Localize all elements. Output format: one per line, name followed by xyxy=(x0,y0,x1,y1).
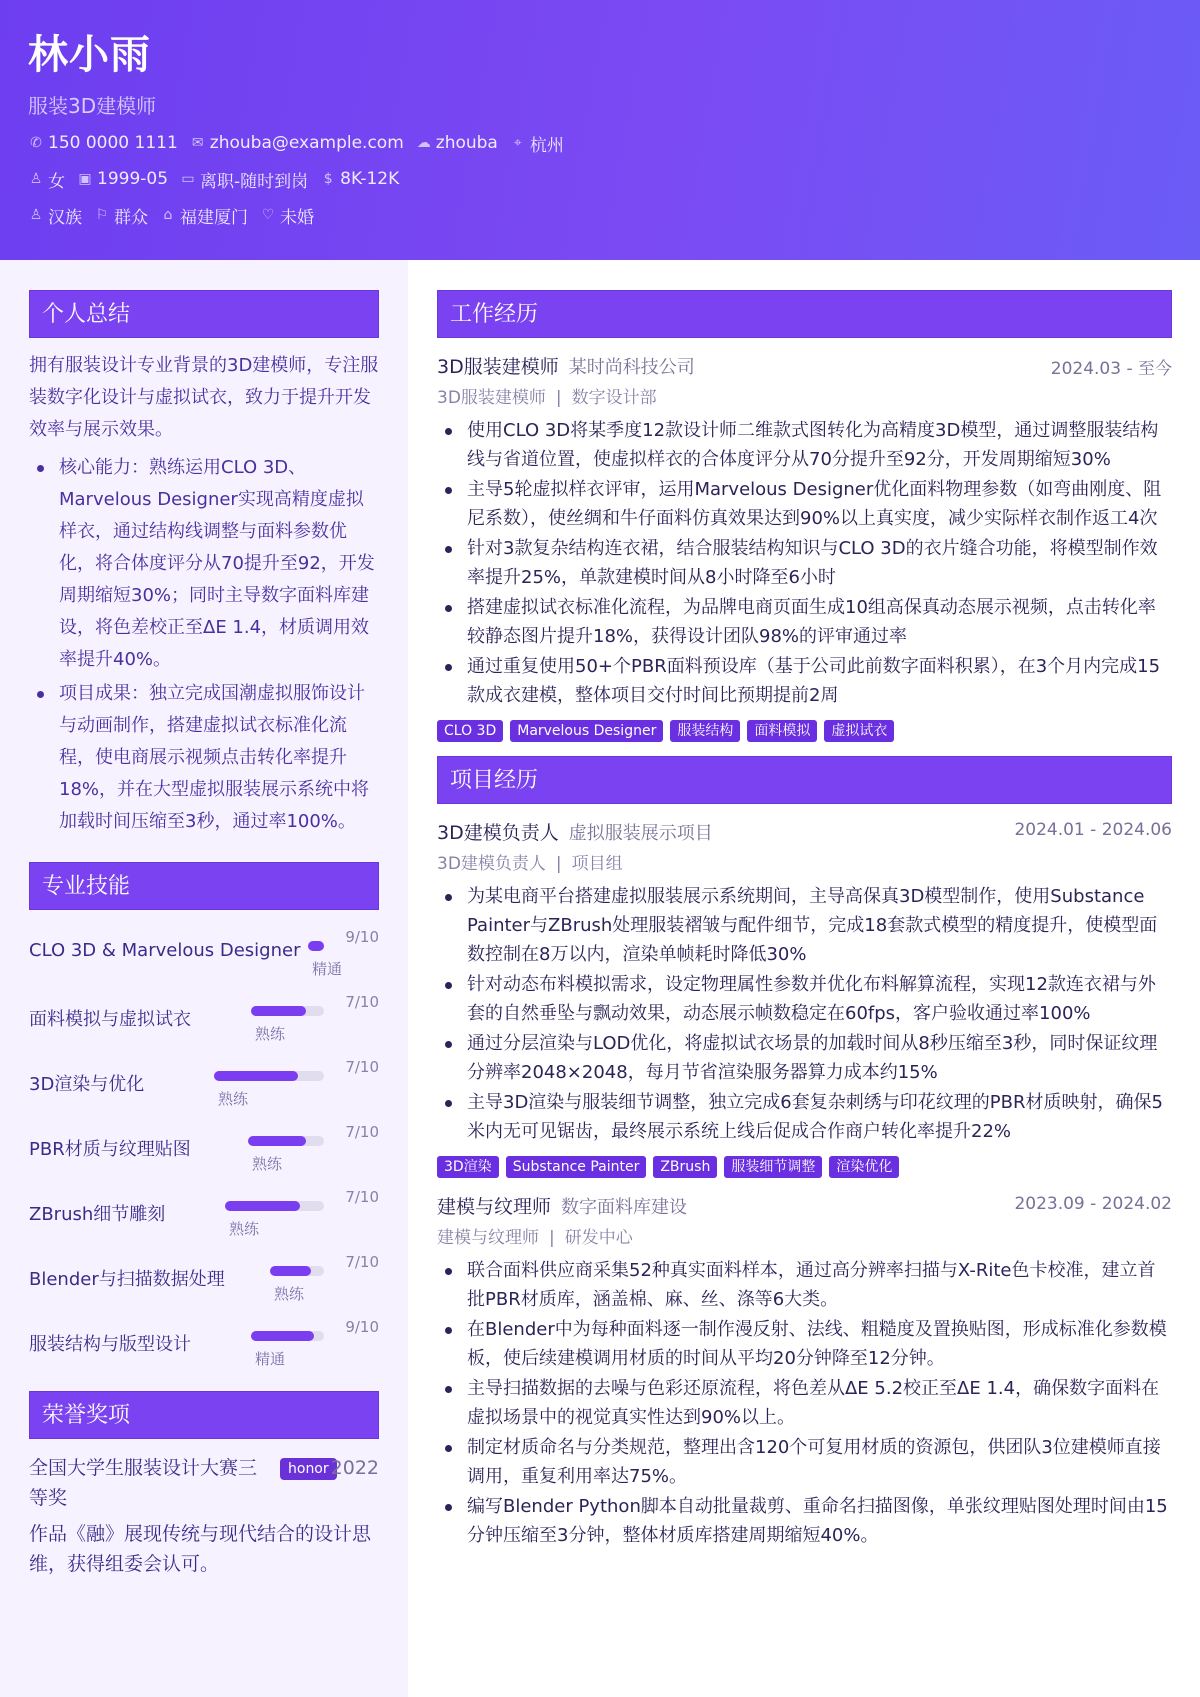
meta-text: 群众 xyxy=(114,207,148,228)
entry-header xyxy=(437,818,1172,848)
skill-name: ZBrush细节雕刻 xyxy=(29,1204,166,1225)
skill-tag: Substance Painter xyxy=(506,1156,647,1178)
separator: | xyxy=(549,1228,555,1248)
entry-subline xyxy=(437,850,1172,878)
skill-row xyxy=(29,1058,379,1123)
summary-bullets xyxy=(29,452,379,838)
contact-row xyxy=(28,130,1172,156)
skill-name: 服装结构与版型设计 xyxy=(29,1334,191,1355)
meta-text: 未婚 xyxy=(280,207,314,228)
meta-item xyxy=(28,203,82,228)
header xyxy=(0,0,1200,260)
skill-bar xyxy=(225,1201,324,1211)
entry-bullets xyxy=(437,882,1172,1146)
heart-icon: ♡ xyxy=(261,207,275,223)
phone-icon: ✆ xyxy=(30,135,42,151)
skill-level: 熟练 xyxy=(273,1285,304,1303)
skill-row xyxy=(29,993,379,1058)
skill-bar-fill xyxy=(214,1071,298,1081)
entry-bullet: 通过重复使用50+个PBR面料预设库（基于公司此前数字面料积累），在3个月内完成15款成衣建模，整体项目交付时间比预期提前2周 xyxy=(437,652,1172,710)
skill-bar xyxy=(214,1071,324,1081)
skills-list xyxy=(29,928,379,1383)
skills-heading: 专业技能 xyxy=(29,862,379,910)
skill-row xyxy=(29,1253,379,1318)
entry-role: 建模与纹理师 xyxy=(437,1196,552,1218)
skill-tag: Marvelous Designer xyxy=(510,720,663,742)
right-column xyxy=(437,290,1172,1551)
entry-bullet: 主导扫描数据的去噪与色彩还原流程，将色差从ΔE 5.2校正至ΔE 1.4，确保数字面料在虚拟场景中的视觉真实性达到90%以上。 xyxy=(437,1374,1172,1432)
skill-level: 精通 xyxy=(254,1350,285,1368)
summary-text: 拥有服装设计专业背景的3D建模师，专注服装数字化设计与虚拟试衣，致力于提升开发效率与展示效果。 xyxy=(29,355,379,440)
meta-text: 1999-05 xyxy=(97,169,169,189)
skill-level: 熟练 xyxy=(254,1025,285,1043)
skill-tag: 3D渲染 xyxy=(437,1156,499,1178)
entry-bullet: 主导5轮虚拟样衣评审，运用Marvelous Designer优化面料物理参数（如弯曲刚度、阻尼系数），使丝绸和牛仔面料仿真效果达到90%以上真实度，减少实际样衣制作返工4次 xyxy=(437,475,1172,533)
honor-badge: honor xyxy=(280,1458,337,1480)
skill-tag: 服装细节调整 xyxy=(724,1156,822,1178)
summary-heading: 个人总结 xyxy=(29,290,379,338)
meta-text: 福建厦门 xyxy=(180,207,248,228)
skill-tag: 服装结构 xyxy=(670,720,740,742)
skill-level: 精通 xyxy=(311,960,342,978)
meta-text: 离职-随时到岗 xyxy=(200,171,309,192)
wechat-icon: ☁ xyxy=(416,135,431,151)
meta-item xyxy=(510,131,564,156)
skill-bar-fill xyxy=(308,941,324,951)
skill-level: 熟练 xyxy=(228,1220,259,1238)
ethnicity-icon: ♙ xyxy=(29,207,43,223)
skill-row xyxy=(29,1318,379,1383)
entry-bullet: 通过分层渲染与LOD优化，将虚拟试衣场景的加载时间从8秒压缩至3秒，同时保证纹理分辨率2048×2048，每月节省渲染服务器算力成本约15% xyxy=(437,1029,1172,1087)
job-title: 服装3D建模师 xyxy=(28,94,157,118)
entry-department: 项目组 xyxy=(571,854,623,874)
flag-icon: ⚐ xyxy=(95,207,109,223)
honors-heading: 荣誉奖项 xyxy=(29,1391,379,1439)
entry-subline xyxy=(437,384,1172,412)
skill-score: 7/10 xyxy=(345,1123,379,1141)
meta-item xyxy=(190,133,404,153)
skill-score: 7/10 xyxy=(345,1253,379,1271)
skill-level: 熟练 xyxy=(217,1090,248,1108)
skill-name: PBR材质与纹理贴图 xyxy=(29,1139,191,1160)
separator: | xyxy=(555,388,562,408)
gender-icon: ♙ xyxy=(29,171,43,187)
skill-score: 9/10 xyxy=(345,1318,379,1336)
meta-text: zhouba@example.com xyxy=(209,133,404,153)
entry-bullet: 针对3款复杂结构连衣裙，结合服装结构知识与CLO 3D的衣片缝合功能，将模型制作效率提升25%，单款建模时间从8小时降至6小时 xyxy=(437,534,1172,592)
work-entries xyxy=(437,352,1172,742)
meta-item xyxy=(77,169,168,189)
skill-score: 9/10 xyxy=(345,928,379,946)
skill-level: 熟练 xyxy=(251,1155,282,1173)
meta-item xyxy=(180,167,308,192)
skill-tag: CLO 3D xyxy=(437,720,503,742)
skill-bar-fill xyxy=(248,1136,306,1146)
work-heading: 工作经历 xyxy=(437,290,1172,338)
project-entries xyxy=(437,818,1172,1550)
skill-tag: ZBrush xyxy=(653,1156,717,1178)
personal-info-row xyxy=(28,166,1172,192)
salary-icon: $ xyxy=(323,171,333,187)
skill-tag: 渲染优化 xyxy=(829,1156,899,1178)
calendar-icon: ▣ xyxy=(78,171,92,187)
skill-bar xyxy=(308,941,324,951)
entry-bullet: 使用CLO 3D将某季度12款设计师二维款式图转化为高精度3D模型，通过调整服装结构线与省道位置，使虚拟样衣的合体度评分从70分提升至92分，开发周期缩短30% xyxy=(437,416,1172,474)
location-icon: ⌖ xyxy=(513,135,522,151)
summary-bullet: 核心能力：熟练运用CLO 3D、Marvelous Designer实现高精度虚拟样衣，通过结构线调整与面料参数优化，将合体度评分从70提升至92，开发周期缩短30%；同时主导数字面料库建设，将色差校正至ΔE 1.4，材质调用效率提升40%。 xyxy=(29,452,379,676)
skill-bar-fill xyxy=(251,1331,314,1341)
entry-header xyxy=(437,1192,1172,1222)
skill-bar-fill xyxy=(251,1006,306,1016)
tag-list xyxy=(437,720,1172,742)
entry-bullets xyxy=(437,416,1172,710)
meta-item xyxy=(320,169,399,189)
briefcase-icon: ▭ xyxy=(181,171,195,187)
separator: | xyxy=(555,854,562,874)
skill-tag: 面料模拟 xyxy=(747,720,817,742)
honor-name: 全国大学生服装设计大赛三等奖 xyxy=(29,1457,258,1509)
skill-row xyxy=(29,1123,379,1188)
entry-bullet: 联合面料供应商采集52种真实面料样本，通过高分辨率扫描与X-Rite色卡校准，建立首批PBR材质库，涵盖棉、麻、丝、涤等6大类。 xyxy=(437,1256,1172,1314)
entry-bullets xyxy=(437,1256,1172,1550)
skill-name: 面料模拟与虚拟试衣 xyxy=(29,1009,191,1030)
meta-text: 女 xyxy=(48,171,65,192)
meta-item xyxy=(160,203,248,228)
meta-item xyxy=(416,133,498,153)
meta-item xyxy=(28,167,65,192)
entry-subline xyxy=(437,1224,1172,1252)
summary-bullet: 项目成果：独立完成国潮虚拟服饰设计与动画制作，搭建虚拟试衣标准化流程，使电商展示视频点击转化率提升18%，并在大型虚拟服装展示系统中将加载时间压缩至3秒，通过率100%。 xyxy=(29,678,379,838)
skill-bar xyxy=(270,1266,324,1276)
skill-score: 7/10 xyxy=(345,1188,379,1206)
meta-item xyxy=(28,133,178,153)
entry-company: 虚拟服装展示项目 xyxy=(568,823,713,844)
entry-bullet: 针对动态布料模拟需求，设定物理属性参数并优化布料解算流程，实现12款连衣裙与外套的自然垂坠与飘动效果，动态展示帧数稳定在60fps，客户验收通过率100% xyxy=(437,970,1172,1028)
skill-name: 3D渲染与优化 xyxy=(29,1074,145,1095)
projects-heading: 项目经历 xyxy=(437,756,1172,804)
skill-row xyxy=(29,1188,379,1253)
meta-text: 汉族 xyxy=(48,207,82,228)
skill-bar-fill xyxy=(270,1266,311,1276)
skill-score: 7/10 xyxy=(345,993,379,1011)
entry-bullet: 为某电商平台搭建虚拟服装展示系统期间，主导高保真3D模型制作，使用Substance Painter与ZBrush处理服装褶皱与配件细节，完成18套款式模型的精度提升，使模型面数控制在8万以内，渲染单帧耗时降低30% xyxy=(437,882,1172,969)
honor-item xyxy=(29,1453,379,1513)
entry-bullet: 制定材质命名与分类规范，整理出含120个可复用材质的资源包，供团队3位建模师直接调用，重复利用率达75%。 xyxy=(437,1433,1172,1491)
meta-text: zhouba xyxy=(435,133,498,153)
mail-icon: ✉ xyxy=(191,135,204,151)
meta-text: 150 0000 1111 xyxy=(48,133,178,153)
entry-date: 2024.03 - 至今 xyxy=(1050,359,1172,379)
entry-header xyxy=(437,352,1172,382)
skill-name: Blender与扫描数据处理 xyxy=(29,1269,225,1290)
entry-company: 数字面料库建设 xyxy=(561,1197,688,1218)
entry-role: 3D服装建模师 xyxy=(437,356,559,378)
entry-department: 数字设计部 xyxy=(571,388,657,408)
honor-description: 作品《融》展现传统与现代结合的设计思维，获得组委会认可。 xyxy=(29,1523,372,1575)
skill-bar xyxy=(248,1136,324,1146)
entry-company: 某时尚科技公司 xyxy=(568,357,695,378)
meta-text: 杭州 xyxy=(529,135,564,156)
entry-date: 2024.01 - 2024.06 xyxy=(1014,820,1172,840)
entry-sub-role: 3D建模负责人 xyxy=(437,854,546,874)
skill-name: CLO 3D & Marvelous Designer xyxy=(29,940,301,961)
meta-item xyxy=(260,203,314,228)
entry-bullet: 编写Blender Python脚本自动批量裁剪、重命名扫描图像，单张纹理贴图处理时间由15分钟压缩至3分钟，整体材质库搭建周期缩短40%。 xyxy=(437,1492,1172,1550)
skill-row xyxy=(29,928,379,993)
skill-bar-fill xyxy=(225,1201,300,1211)
meta-text: 8K-12K xyxy=(340,169,400,189)
skill-bar xyxy=(251,1006,324,1016)
tag-list xyxy=(437,1156,1172,1178)
entry-bullet: 主导3D渲染与服装细节调整，独立完成6套复杂刺绣与印花纹理的PBR材质映射，确保5米内无可见锯齿，最终展示系统上线后促成合作商户转化率提升22% xyxy=(437,1088,1172,1146)
meta-item xyxy=(94,203,148,228)
skill-score: 7/10 xyxy=(345,1058,379,1076)
home-icon: ⌂ xyxy=(163,207,173,223)
skill-tag: 虚拟试衣 xyxy=(824,720,894,742)
entry-role: 3D建模负责人 xyxy=(437,822,559,844)
entry-department: 研发中心 xyxy=(564,1228,633,1248)
entry-date: 2023.09 - 2024.02 xyxy=(1014,1194,1172,1214)
honor-year: 2022 xyxy=(330,1457,379,1479)
entry-bullet: 在Blender中为每种面料逐一制作漫反射、法线、粗糙度及置换贴图，形成标准化参数模板，使后续建模调用材质的时间从平均20分钟降至12分钟。 xyxy=(437,1315,1172,1373)
entry-sub-role: 建模与纹理师 xyxy=(437,1228,539,1248)
background-info-row xyxy=(28,202,1172,228)
candidate-name: 林小雨 xyxy=(28,32,151,78)
left-column xyxy=(0,260,408,1697)
entry-bullet: 搭建虚拟试衣标准化流程，为品牌电商页面生成10组高保真动态展示视频，点击转化率较静态图片提升18%，获得设计团队98%的评审通过率 xyxy=(437,593,1172,651)
entry-sub-role: 3D服装建模师 xyxy=(437,388,546,408)
skill-bar xyxy=(251,1331,324,1341)
